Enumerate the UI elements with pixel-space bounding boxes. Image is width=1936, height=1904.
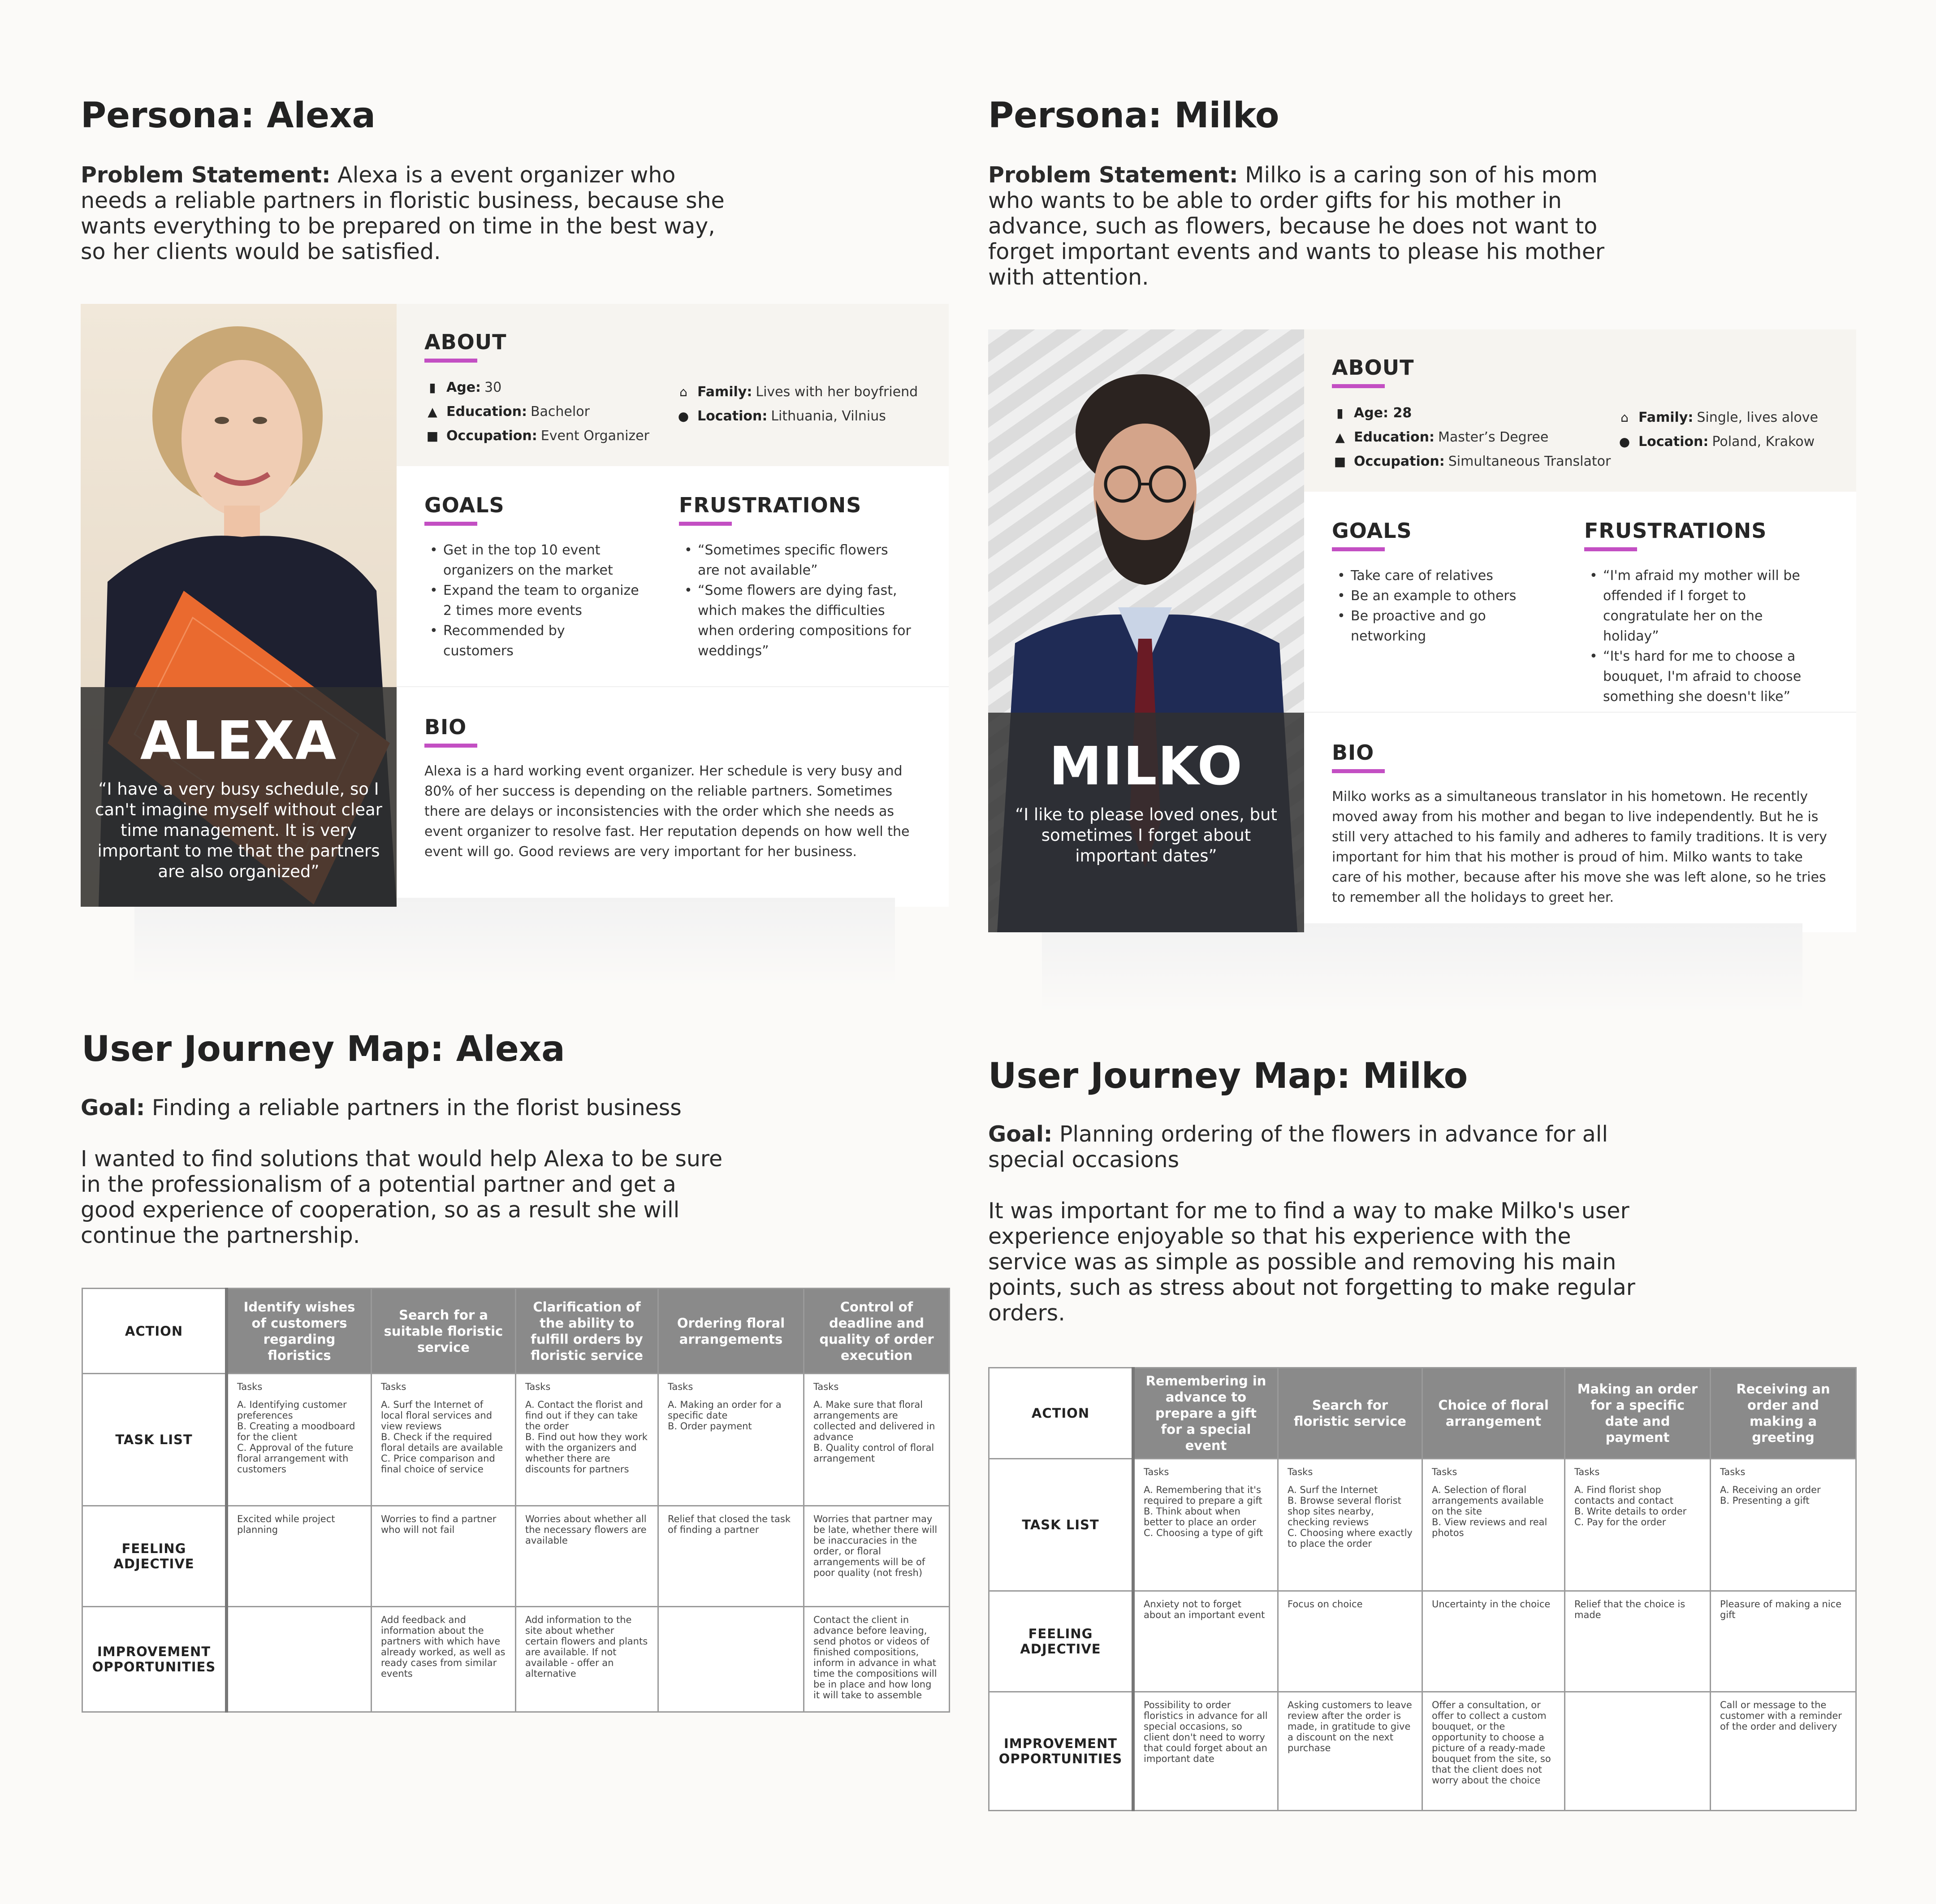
column-header: Identify wishes of customers regarding floristics: [227, 1289, 372, 1374]
frustrations-title-text: FRUSTRATIONS: [679, 493, 862, 517]
frustration-item: • “It's hard for me to choose a bouquet, I'm afraid to choose something she doesn't like”: [1584, 646, 1817, 707]
table-cell: [1278, 1459, 1422, 1591]
table-cell: [658, 1607, 804, 1712]
cell-text: A. Remembering that it's required to prepare a gift B. Think about when better to place an order C. Choosing a type of gift: [1144, 1484, 1263, 1538]
cell-text: A. Surf the Internet B. Browse several florist shop sites nearby, checking reviews C. Choosing where exactly to place the order: [1288, 1484, 1413, 1549]
bio-title-text: BIO: [1332, 740, 1374, 765]
column-header: Receiving an order and making a greeting: [1711, 1368, 1856, 1459]
card-shadow: [1042, 923, 1802, 1013]
occupation-row: [426, 424, 649, 448]
journey-desc-milko: It was important for me to find a way to make Milko's user experience enjoyable so that his experience with the service was as simple as possible and removing his main points, such as stress about not forgetting to make regular orders.: [988, 1198, 1635, 1326]
table-cell: Add feedback and information about the partners with which have already worked, as well as ready cases from similar events: [372, 1607, 516, 1712]
persona-card-milko: [988, 329, 1856, 932]
card-shadow: [134, 898, 895, 987]
tasks-label: Tasks: [237, 1381, 263, 1392]
cell-text: A. Find florist shop contacts and contact B. Write details to order C. Pay for the order: [1574, 1484, 1687, 1528]
table-header-row: [989, 1368, 1856, 1459]
persona-label: Persona:: [988, 95, 1162, 136]
cell-text: A. Making an order for a specific date B. Order payment: [668, 1399, 782, 1432]
table-cell: Pleasure of making a nice gift: [1711, 1591, 1856, 1692]
problem-label: Problem Statement:: [81, 162, 331, 188]
age-label: Age:: [446, 380, 481, 395]
table-cell: [372, 1374, 516, 1506]
frustrations-list: [679, 540, 912, 661]
occupation-row: [1333, 450, 1611, 474]
goals-title-text: GOALS: [1332, 519, 1412, 543]
journey-name: Milko: [1362, 1056, 1468, 1096]
cell-text: A. Contact the florist and find out if they can take the order B. Find out how they work with the organizers and whether there are discounts for partners: [525, 1399, 648, 1475]
family-label: Family:: [1638, 410, 1694, 425]
occupation-label: Occupation:: [446, 428, 537, 444]
problem-text: Alexa is a event organizer who needs a reliable partners in floristic business, because she wants everything to be prepared on time in the best way, so her clients would be satisfied.: [81, 162, 725, 264]
goals-list: [1332, 566, 1547, 646]
about-title: [424, 330, 507, 354]
cell-text: A. Make sure that floral arrangements are collected and delivered in advance B. Quality control of floral arrangement: [813, 1399, 935, 1464]
title-underline: [424, 744, 477, 748]
persona-card-name: MILKO: [1049, 735, 1243, 797]
persona-label: Persona:: [81, 95, 255, 136]
journey-desc-alexa: I wanted to find solutions that would help Alexa to be sure in the professionalism of a potential partner and get a good experience of cooperation, so as a result she will continue the partnership.: [81, 1146, 723, 1248]
family-label: Family:: [697, 384, 752, 400]
cell-text: A. Surf the Internet of local floral services and view reviews B. Check if the required floral details are available C. Price comparison and final choice of service: [381, 1399, 503, 1475]
home-icon: ⌂: [1621, 410, 1629, 425]
journey-title-alexa: [82, 1029, 565, 1070]
title-underline: [424, 359, 477, 363]
graduation-cap-icon: ▲: [1335, 430, 1345, 445]
table-cell: [804, 1374, 950, 1506]
column-header: Search for a suitable floristic service: [372, 1289, 516, 1374]
table-cell: Worries to find a partner who will not fail: [372, 1506, 516, 1607]
section-divider: [397, 686, 949, 687]
column-header: Clarification of the ability to fulfill orders by floristic service: [516, 1289, 658, 1374]
tasks-label: Tasks: [1720, 1467, 1746, 1477]
title-underline: [1332, 384, 1385, 388]
cell-text: A. Selection of floral arrangements available on the site B. View reviews and real photos: [1432, 1484, 1547, 1538]
bio-title: [1332, 740, 1374, 765]
row-header: TASK LIST: [82, 1374, 227, 1506]
table-cell: [1422, 1459, 1565, 1591]
section-divider: [1304, 712, 1856, 713]
goal-item: • Be proactive and go networking: [1332, 606, 1547, 646]
table-row: [989, 1591, 1856, 1692]
table-cell: Contact the client in advance before leaving, send photos or videos of finished compositions, inform in advance in what time the compositions will be in place and how long it will take to assemble: [804, 1607, 950, 1712]
table-cell: Focus on choice: [1278, 1591, 1422, 1692]
table-cell: [1565, 1692, 1711, 1811]
persona-name: Milko: [1174, 95, 1279, 136]
persona-photo-milko: [988, 329, 1304, 932]
about-info-right: [1618, 406, 1818, 454]
bio-text: Alexa is a hard working event organizer. Her schedule is very busy and 80% of her success is depending on the reliable partners. Sometimes there are delays or inconsistencies with the order which she needs as event organizer to resolve fast. Her reputation depends on how well the event will go. Good reviews are very important for her business.: [424, 763, 910, 860]
occupation-value: Event Organizer: [540, 428, 649, 444]
tasks-label: Tasks: [1288, 1467, 1313, 1477]
frustrations-list: [1584, 566, 1817, 707]
persona-name: Alexa: [267, 95, 376, 136]
frustrations-title: [679, 493, 861, 517]
frustration-item: • “I'm afraid my mother will be offended if I forget to congratulate her on the holiday”: [1584, 566, 1817, 646]
persona-card-alexa: [81, 304, 949, 907]
table-row: [82, 1506, 950, 1607]
tasks-label: Tasks: [813, 1381, 839, 1392]
goal-label: Goal:: [81, 1095, 145, 1121]
journey-table-milko: [988, 1367, 1857, 1811]
column-header: Control of deadline and quality of order execution: [804, 1289, 950, 1374]
goal-text: Finding a reliable partners in the florist business: [151, 1095, 682, 1121]
goal-item: • Expand the team to organize 2 times more events: [424, 580, 640, 621]
table-cell: Relief that the choice is made: [1565, 1591, 1711, 1692]
journey-goal-alexa: [81, 1095, 798, 1121]
id-card-icon: ▮: [429, 380, 436, 395]
journey-label: User Journey Map:: [988, 1056, 1351, 1096]
goals-title-text: GOALS: [424, 493, 505, 517]
age-row: [426, 376, 649, 400]
goal-item: • Get in the top 10 event organizers on the market: [424, 540, 640, 580]
title-underline: [1332, 547, 1385, 551]
table-cell: Offer a consultation, or offer to collect a custom bouquet, or the opportunity to choose a picture of a ready-made bouquet from the site, so that the client does not worry about the choice: [1422, 1692, 1565, 1811]
journey-label: User Journey Map:: [82, 1029, 444, 1069]
table-cell: [1133, 1459, 1278, 1591]
education-row: [1333, 425, 1611, 450]
location-row: [1618, 430, 1818, 454]
title-underline: [1332, 769, 1385, 773]
journey-table-alexa: [82, 1288, 950, 1713]
journey-title-milko: [988, 1056, 1468, 1097]
education-label: Education:: [446, 404, 527, 420]
briefcase-icon: ■: [426, 428, 439, 443]
persona-quote: “I have a very busy schedule, so I can't imagine myself without clear time management. It is very important to me that the partners are also organized”: [95, 779, 382, 881]
education-value: Master’s Degree: [1438, 429, 1549, 445]
education-row: [426, 400, 649, 424]
table-cell: Call or message to the customer with a reminder of the order and delivery: [1711, 1692, 1856, 1811]
table-cell: Uncertainty in the choice: [1422, 1591, 1565, 1692]
location-label: Location:: [1638, 434, 1709, 450]
column-header: Choice of floral arrangement: [1422, 1368, 1565, 1459]
goals-title: [1332, 519, 1412, 543]
problem-text: Milko is a caring son of his mom who wants to be able to order gifts for his mother in advance, such as flowers, because he does not want to forget important events and wants to please his mother with attention.: [988, 162, 1605, 290]
tasks-label: Tasks: [381, 1381, 406, 1392]
title-underline: [1584, 547, 1637, 551]
table-header-row: [82, 1289, 950, 1374]
goal-item: • Be an example to others: [1332, 586, 1547, 606]
home-icon: ⌂: [679, 385, 687, 399]
column-header: Remembering in advance to prepare a gift for a special event: [1133, 1368, 1278, 1459]
column-header: Ordering floral arrangements: [658, 1289, 804, 1374]
family-value: Lives with her boyfriend: [756, 384, 918, 400]
cell-text: A. Receiving an order B. Presenting a gift: [1720, 1484, 1821, 1506]
table-row: [82, 1374, 950, 1506]
map-pin-icon: ●: [678, 409, 689, 424]
title-underline: [679, 522, 732, 526]
journey-name: Alexa: [456, 1029, 565, 1069]
persona-title-alexa: [81, 95, 376, 136]
row-header: IMPROVEMENT OPPORTUNITIES: [82, 1607, 227, 1712]
table-row: [989, 1459, 1856, 1591]
location-row: [677, 404, 918, 428]
frustrations-title-text: FRUSTRATIONS: [1584, 519, 1767, 543]
table-cell: [1565, 1459, 1711, 1591]
tasks-label: Tasks: [525, 1381, 551, 1392]
table-cell: Anxiety not to forget about an important event: [1133, 1591, 1278, 1692]
education-label: Education:: [1354, 429, 1435, 445]
goal-text: Planning ordering of the flowers in advance for all special occasions: [988, 1121, 1608, 1173]
occupation-value: Simultaneous Translator: [1448, 454, 1611, 469]
persona-title-milko: [988, 95, 1279, 136]
tasks-label: Tasks: [1574, 1467, 1600, 1477]
table-cell: [516, 1374, 658, 1506]
persona-photo-alexa: [81, 304, 397, 907]
problem-statement-alexa: [81, 162, 739, 264]
bio-title: [424, 715, 467, 739]
problem-statement-milko: [988, 162, 1616, 290]
location-label: Location:: [697, 408, 768, 424]
table-cell: Excited while project planning: [227, 1506, 372, 1607]
goals-title: [424, 493, 505, 517]
row-header: IMPROVEMENT OPPORTUNITIES: [989, 1692, 1133, 1811]
table-row: [82, 1607, 950, 1712]
frustrations-title: [1584, 519, 1767, 543]
table-cell: [227, 1607, 372, 1712]
bio-title-text: BIO: [424, 715, 467, 739]
table-cell: Worries about whether all the necessary flowers are available: [516, 1506, 658, 1607]
table-cell: [658, 1374, 804, 1506]
location-value: Lithuania, Vilnius: [771, 408, 886, 424]
age-label: Age: 28: [1354, 405, 1412, 421]
about-info-left: [1333, 401, 1611, 474]
briefcase-icon: ■: [1334, 454, 1346, 469]
table-cell: Worries that partner may be late, whether there will be inaccuracies in the order, or floral arrangements will be of poor quality (not fresh): [804, 1506, 950, 1607]
goals-list: [424, 540, 640, 661]
table-cell: Asking customers to leave review after the order is made, in gratitude to give a discount on the next purchase: [1278, 1692, 1422, 1811]
row-header: TASK LIST: [989, 1459, 1133, 1591]
frustration-item: • “Some flowers are dying fast, which makes the difficulties when ordering compositions for weddings”: [679, 580, 912, 661]
column-header: Making an order for a specific date and payment: [1565, 1368, 1711, 1459]
location-value: Poland, Krakow: [1712, 434, 1815, 450]
about-title: [1332, 355, 1414, 380]
table-cell: Possibility to order floristics in advance for all special occasions, so client don't need to worry that could forget about an important date: [1133, 1692, 1278, 1811]
cell-text: A. Identifying customer preferences B. Creating a moodboard for the client C. Approval of the future floral arrangement with customers: [237, 1399, 355, 1475]
tasks-label: Tasks: [668, 1381, 693, 1392]
row-header: FEELING ADJECTIVE: [989, 1591, 1133, 1692]
row-header: FEELING ADJECTIVE: [82, 1506, 227, 1607]
about-info-left: [426, 376, 649, 448]
action-header: ACTION: [82, 1289, 227, 1374]
about-info-right: [677, 380, 918, 428]
table-cell: [1711, 1459, 1856, 1591]
age-row: [1333, 401, 1611, 425]
age-value: 30: [484, 380, 502, 395]
about-title-text: ABOUT: [424, 330, 507, 354]
table-row: [989, 1692, 1856, 1811]
about-title-text: ABOUT: [1332, 355, 1414, 380]
education-value: Bachelor: [530, 404, 590, 420]
bio-text: Milko works as a simultaneous translator in his hometown. He recently moved away from his mother and began to live independently. But he is still very attached to his family and adheres to family traditions. It is very important for him that his mother is proud of him. Milko wants to take care of his mother, because after his move she was left alone, so he tries to remember all the holidays to greet her.: [1332, 789, 1827, 905]
table-cell: Relief that closed the task of finding a partner: [658, 1506, 804, 1607]
persona-quote: “I like to please loved ones, but sometimes I forget about important dates”: [1015, 805, 1277, 865]
id-card-icon: ▮: [1336, 406, 1344, 420]
occupation-label: Occupation:: [1354, 454, 1445, 469]
graduation-cap-icon: ▲: [428, 404, 437, 419]
family-value: Single, lives alove: [1697, 410, 1818, 425]
family-row: [1618, 406, 1818, 430]
family-row: [677, 380, 918, 404]
goal-item: • Take care of relatives: [1332, 566, 1547, 586]
table-cell: [227, 1374, 372, 1506]
action-header: ACTION: [989, 1368, 1133, 1459]
journey-goal-milko: [988, 1121, 1616, 1173]
persona-card-name: ALEXA: [140, 710, 337, 771]
table-cell: Add information to the site about whether certain flowers and plants are available. If not available - offer an alternative: [516, 1607, 658, 1712]
goal-label: Goal:: [988, 1121, 1053, 1147]
map-pin-icon: ●: [1619, 434, 1630, 449]
title-underline: [424, 522, 477, 526]
goal-item: • Recommended by customers: [424, 621, 640, 661]
frustration-item: • “Sometimes specific flowers are not available”: [679, 540, 912, 580]
tasks-label: Tasks: [1144, 1467, 1169, 1477]
column-header: Search for floristic service: [1278, 1368, 1422, 1459]
tasks-label: Tasks: [1432, 1467, 1457, 1477]
problem-label: Problem Statement:: [988, 162, 1238, 188]
